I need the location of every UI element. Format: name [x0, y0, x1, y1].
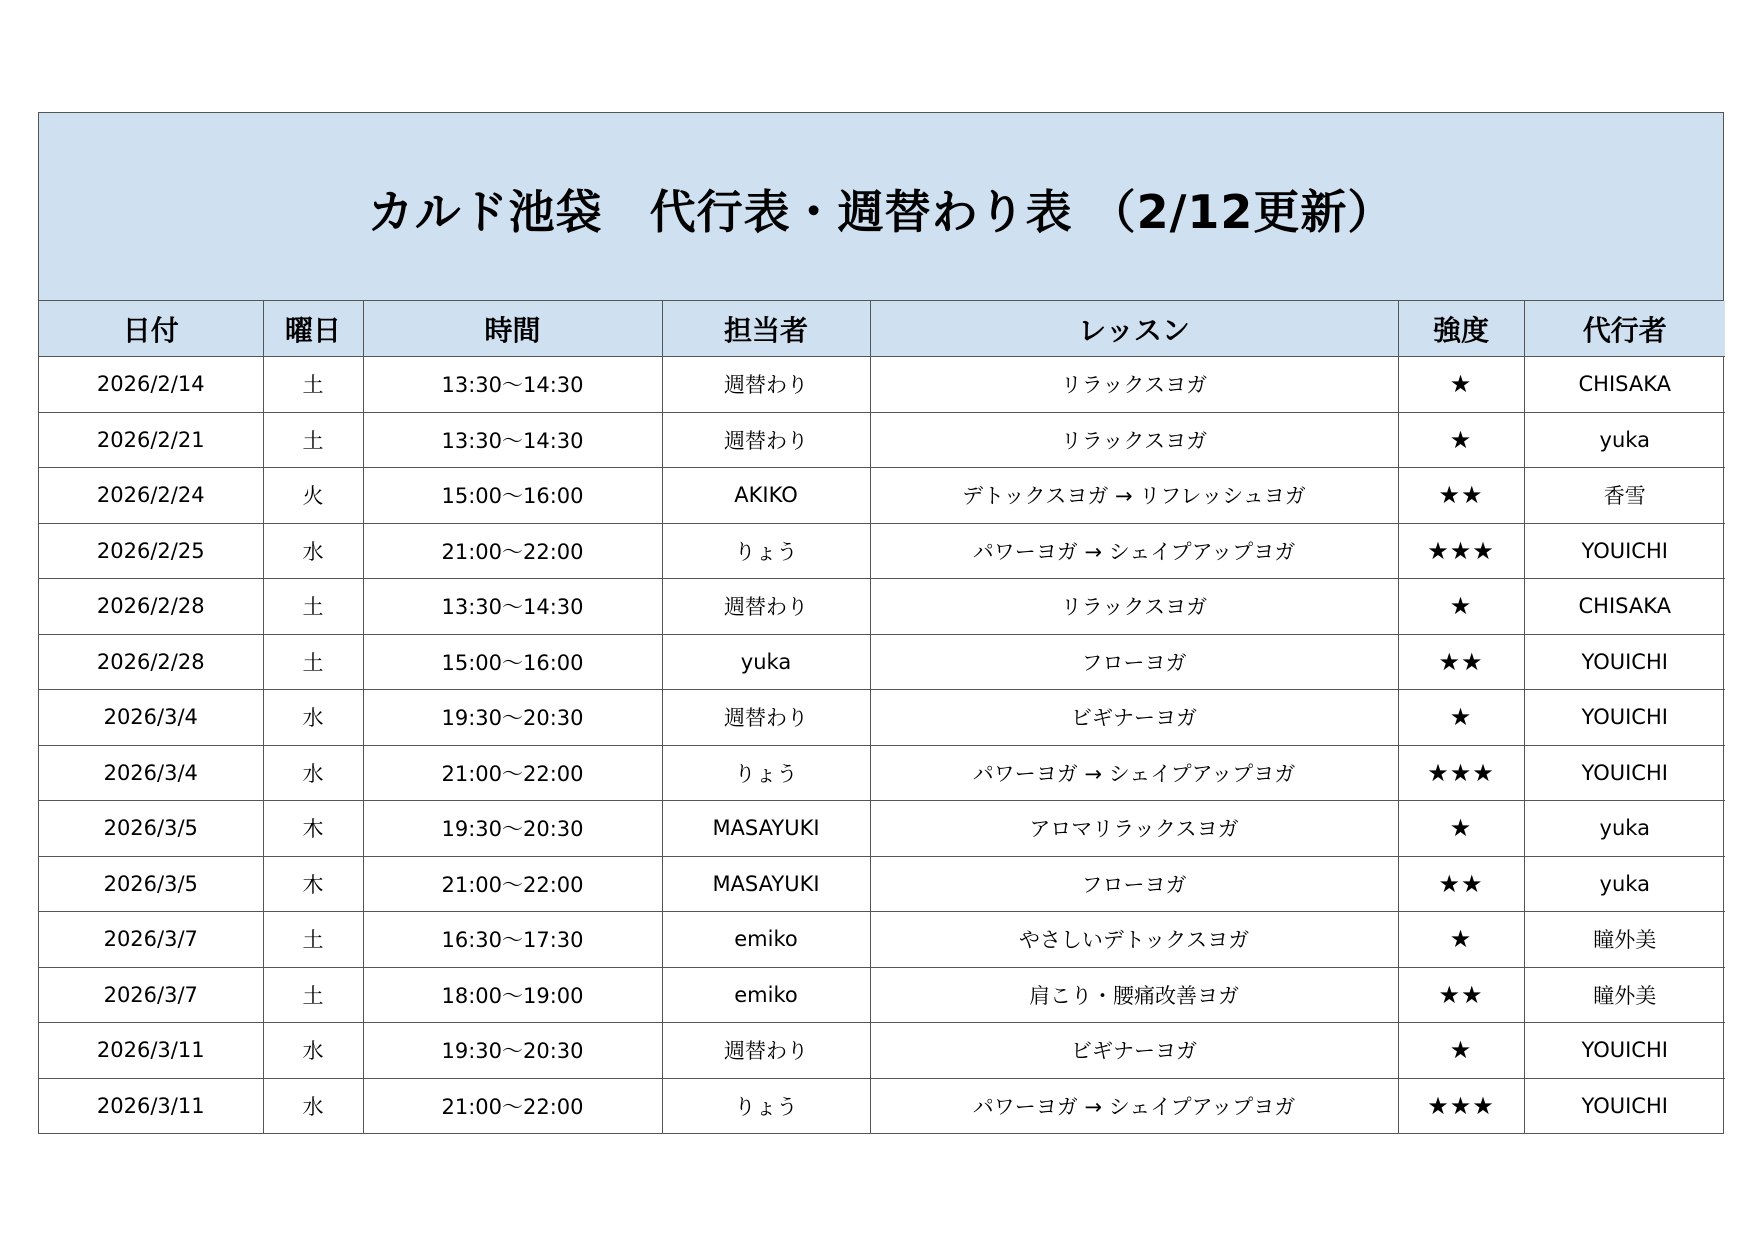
date-cell: 2026/3/5 — [39, 801, 263, 857]
staff-cell: 週替わり — [662, 579, 870, 635]
table-row — [39, 690, 1725, 746]
staff-cell: MASAYUKI — [662, 801, 870, 857]
header-level: 強度 — [1398, 301, 1524, 357]
level-cell: ★★ — [1398, 634, 1524, 690]
day-cell: 水 — [263, 745, 363, 801]
time-cell: 13:30～14:30 — [363, 579, 662, 635]
lesson-cell: リラックスヨガ — [870, 579, 1398, 635]
substitute-cell: YOUICHI — [1524, 523, 1725, 579]
date-cell: 2026/3/4 — [39, 690, 263, 746]
substitute-cell: YOUICHI — [1581, 1093, 1668, 1118]
staff-cell: AKIKO — [662, 468, 870, 524]
table-row — [39, 357, 1725, 413]
level-cell: ★ — [1398, 357, 1524, 413]
date-cell: 2026/3/11 — [39, 1023, 263, 1079]
table-row — [39, 745, 1725, 801]
level-cell: ★★ — [1398, 468, 1524, 524]
substitute-cell: YOUICHI — [1524, 1023, 1725, 1079]
table-row — [39, 412, 1725, 468]
date-cell: 2026/3/11 — [39, 1078, 263, 1133]
header-substitute: 代行者 — [1524, 301, 1725, 357]
header-date: 日付 — [39, 301, 263, 357]
time-cell: 21:00～22:00 — [363, 1078, 662, 1133]
day-cell: 土 — [263, 579, 363, 635]
table-row — [39, 634, 1725, 690]
staff-cell: りょう — [662, 1078, 870, 1133]
staff-cell: emiko — [662, 967, 870, 1023]
staff-cell: りょう — [662, 523, 870, 579]
lesson-cell: リラックスヨガ — [870, 357, 1398, 413]
day-cell: 土 — [263, 412, 363, 468]
time-cell: 21:00～22:00 — [363, 523, 662, 579]
table-row — [39, 468, 1725, 524]
time-cell: 15:00～16:00 — [363, 468, 662, 524]
level-cell: ★ — [1398, 579, 1524, 635]
time-cell: 19:30～20:30 — [363, 690, 662, 746]
level-cell: ★★ — [1398, 967, 1524, 1023]
page-title: カルド池袋 代行表・週替わり表 （2/12更新） — [367, 184, 1395, 239]
lesson-cell: リラックスヨガ — [870, 412, 1398, 468]
time-cell: 21:00～22:00 — [363, 745, 662, 801]
day-cell: 火 — [263, 468, 363, 524]
date-cell: 2026/2/24 — [39, 468, 263, 524]
substitute-schedule-table — [39, 301, 1725, 1133]
level-cell: ★★★ — [1398, 523, 1524, 579]
lesson-cell: パワーヨガ → シェイプアップヨガ — [870, 1078, 1398, 1133]
date-cell: 2026/3/7 — [39, 967, 263, 1023]
day-cell: 水 — [263, 523, 363, 579]
day-cell: 土 — [263, 912, 363, 968]
date-cell: 2026/2/28 — [39, 634, 263, 690]
staff-cell: emiko — [662, 912, 870, 968]
time-cell: 16:30～17:30 — [363, 912, 662, 968]
time-cell: 13:30～14:30 — [363, 357, 662, 413]
day-cell: 水 — [263, 1023, 363, 1079]
staff-cell: 週替わり — [662, 357, 870, 413]
table-row — [39, 801, 1725, 857]
table-row — [39, 1023, 1725, 1079]
date-cell: 2026/2/21 — [39, 412, 263, 468]
lesson-cell: デトックスヨガ → リフレッシュヨガ — [870, 468, 1398, 524]
lesson-cell: ビギナーヨガ — [870, 690, 1398, 746]
day-cell: 土 — [263, 967, 363, 1023]
table-row — [39, 912, 1725, 968]
day-cell: 土 — [263, 357, 363, 413]
day-cell: 水 — [263, 690, 363, 746]
table-body — [39, 357, 1725, 1134]
staff-cell: りょう — [662, 745, 870, 801]
level-cell: ★ — [1398, 912, 1524, 968]
schedule-sheet — [38, 112, 1724, 1134]
time-cell: 21:00～22:00 — [363, 856, 662, 912]
header-row — [39, 301, 1725, 357]
staff-cell: 週替わり — [662, 1023, 870, 1079]
date-cell: 2026/3/7 — [39, 912, 263, 968]
table-row — [39, 579, 1725, 635]
level-cell: ★ — [1398, 1023, 1524, 1079]
substitute-cell: YOUICHI — [1524, 634, 1725, 690]
substitute-cell: CHISAKA — [1524, 357, 1725, 413]
date-cell: 2026/3/4 — [39, 745, 263, 801]
lesson-cell: パワーヨガ → シェイプアップヨガ — [870, 745, 1398, 801]
substitute-cell: YOUICHI — [1524, 745, 1725, 801]
table-row — [39, 1078, 1725, 1133]
time-cell: 15:00～16:00 — [363, 634, 662, 690]
staff-cell: 週替わり — [662, 412, 870, 468]
level-cell: ★ — [1398, 801, 1524, 857]
substitute-cell: 瞳外美 — [1524, 912, 1725, 968]
lesson-cell: ビギナーヨガ — [870, 1023, 1398, 1079]
lesson-cell: フローヨガ — [870, 634, 1398, 690]
staff-cell: yuka — [662, 634, 870, 690]
substitute-cell: yuka — [1524, 856, 1725, 912]
time-cell: 19:30～20:30 — [363, 801, 662, 857]
day-cell: 木 — [263, 801, 363, 857]
header-day: 曜日 — [263, 301, 363, 357]
lesson-cell: アロマリラックスヨガ — [870, 801, 1398, 857]
header-staff: 担当者 — [662, 301, 870, 357]
date-cell: 2026/2/14 — [39, 357, 263, 413]
lesson-cell: パワーヨガ → シェイプアップヨガ — [870, 523, 1398, 579]
time-cell: 19:30～20:30 — [363, 1023, 662, 1079]
table-row — [39, 856, 1725, 912]
lesson-cell: やさしいデトックスヨガ — [870, 912, 1398, 968]
lesson-cell: 肩こり・腰痛改善ヨガ — [870, 967, 1398, 1023]
date-cell: 2026/2/28 — [39, 579, 263, 635]
title-band — [39, 113, 1723, 301]
substitute-cell: YOUICHI — [1524, 690, 1725, 746]
substitute-cell: 香雪 — [1524, 468, 1725, 524]
time-cell: 13:30～14:30 — [363, 412, 662, 468]
day-cell: 土 — [263, 634, 363, 690]
level-cell: ★★ — [1398, 856, 1524, 912]
lesson-cell: フローヨガ — [870, 856, 1398, 912]
substitute-cell: yuka — [1524, 412, 1725, 468]
substitute-cell: yuka — [1524, 801, 1725, 857]
table-row — [39, 967, 1725, 1023]
header-time: 時間 — [363, 301, 662, 357]
date-cell: 2026/2/25 — [39, 523, 263, 579]
day-cell: 水 — [263, 1078, 363, 1133]
level-cell: ★★★ — [1398, 1078, 1524, 1133]
level-cell: ★ — [1398, 412, 1524, 468]
level-cell: ★ — [1398, 690, 1524, 746]
header-lesson: レッスン — [870, 301, 1398, 357]
substitute-cell: CHISAKA — [1524, 579, 1725, 635]
table-row — [39, 523, 1725, 579]
date-cell: 2026/3/5 — [39, 856, 263, 912]
day-cell: 木 — [263, 856, 363, 912]
substitute-cell: 瞳外美 — [1524, 967, 1725, 1023]
time-cell: 18:00～19:00 — [363, 967, 662, 1023]
level-cell: ★★★ — [1398, 745, 1524, 801]
staff-cell: MASAYUKI — [662, 856, 870, 912]
staff-cell: 週替わり — [662, 690, 870, 746]
